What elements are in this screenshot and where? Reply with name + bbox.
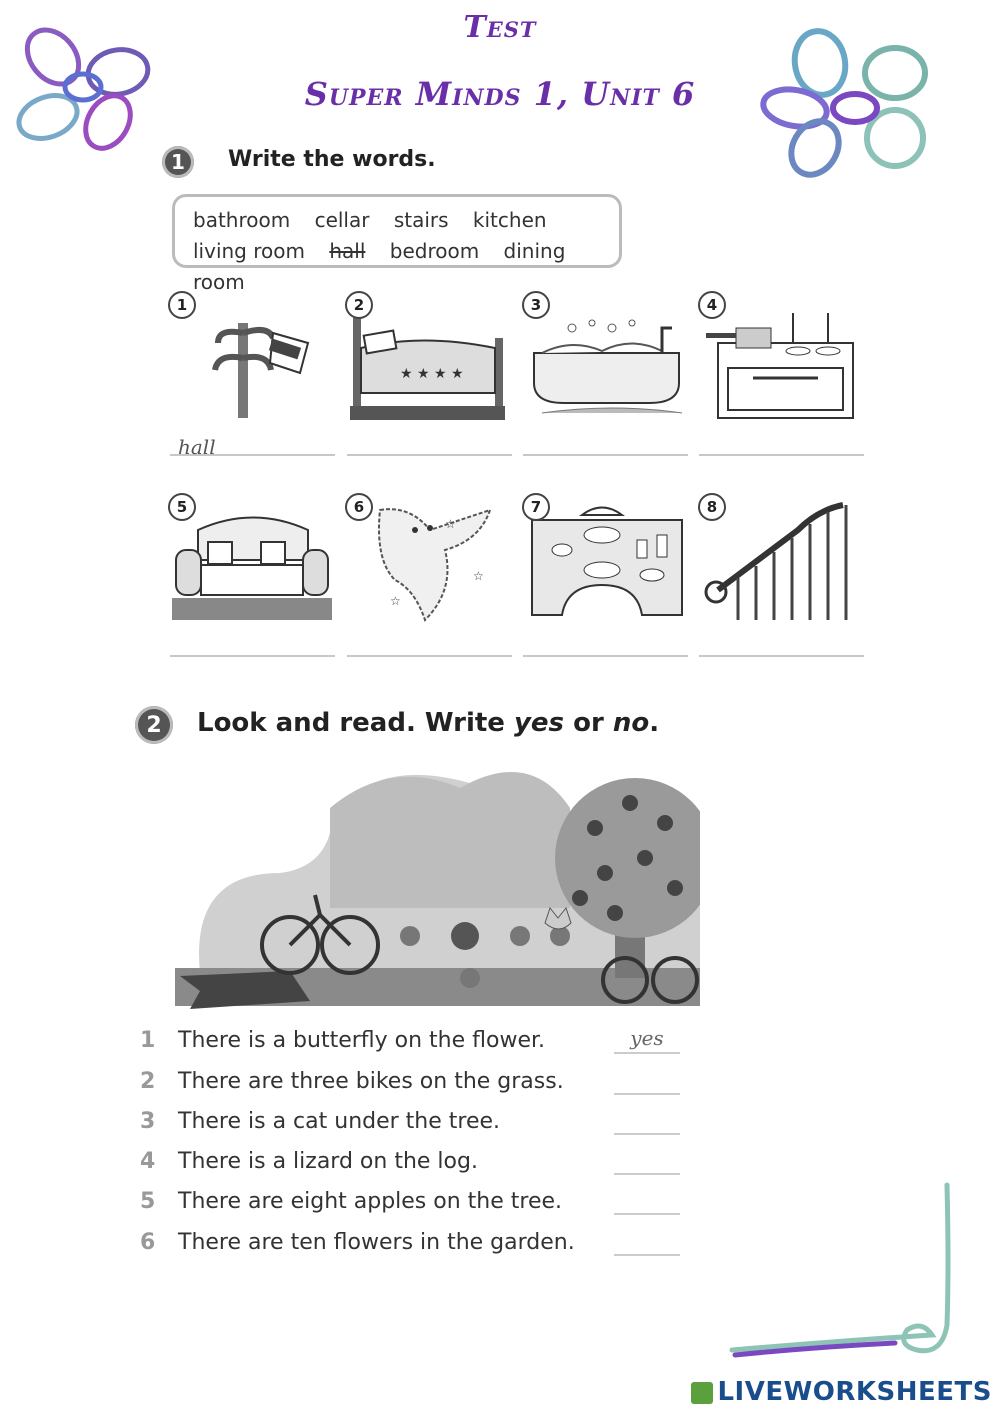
word-bank-item: bathroom — [193, 208, 291, 232]
word-bank-item: bedroom — [389, 239, 480, 263]
svg-text:☆: ☆ — [445, 517, 456, 531]
item-number-badge: 1 — [168, 291, 196, 319]
answer-line[interactable] — [699, 655, 864, 657]
sentence-row — [140, 1063, 700, 1099]
brand-name: LIVEWORKSHEETS — [717, 1377, 992, 1407]
svg-text:★ ★ ★ ★: ★ ★ ★ ★ — [400, 366, 464, 382]
instruction-text: no — [612, 708, 650, 738]
item-number-badge: 6 — [345, 493, 373, 521]
brand-logo-icon — [691, 1382, 713, 1404]
svg-text:☆: ☆ — [390, 594, 401, 608]
instruction-text: Look and read. Write — [197, 708, 514, 738]
word-bank-item: living room — [193, 239, 305, 263]
svg-text:☆: ☆ — [473, 569, 484, 583]
word-bank-item: cellar — [314, 208, 370, 232]
answer-field[interactable] — [614, 1107, 680, 1135]
page-title: Test — [463, 10, 537, 45]
sentence-number: 2 — [140, 1068, 156, 1094]
sentence-row — [140, 1224, 700, 1260]
item-number-badge: 7 — [522, 493, 550, 521]
vine-decoration-icon — [725, 1180, 965, 1380]
footer-brand[interactable] — [691, 1377, 992, 1407]
instruction-text: or — [564, 708, 613, 738]
answer-field[interactable] — [614, 1187, 680, 1215]
exercise1-instruction: Write the words. — [228, 147, 436, 172]
item-number-badge: 5 — [168, 493, 196, 521]
item-number-badge: 8 — [698, 493, 726, 521]
answer-field[interactable] — [614, 1147, 680, 1175]
answer-field[interactable] — [614, 1228, 680, 1256]
exercise2-number: 2 — [135, 706, 173, 744]
answer-field[interactable] — [614, 1067, 680, 1095]
sentence-row — [140, 1103, 700, 1139]
item-number-badge: 2 — [345, 291, 373, 319]
page-subtitle: Super Minds 1, Unit 6 — [304, 75, 696, 113]
word-bank-item: kitchen — [472, 208, 547, 232]
exercise1-number: 1 — [162, 146, 194, 178]
sentence-number: 5 — [140, 1188, 156, 1214]
sentence-number: 6 — [140, 1229, 156, 1255]
item-number-badge: 3 — [522, 291, 550, 319]
instruction-text: . — [649, 708, 660, 738]
word-bank — [172, 194, 622, 294]
answer-line[interactable] — [170, 655, 335, 657]
sentence-text: There are ten flowers in the garden. — [178, 1229, 575, 1255]
garden-scene-icon — [175, 748, 700, 1010]
sentence-row — [140, 1143, 700, 1179]
sentence-row — [140, 1022, 700, 1058]
exercise2-instruction — [197, 708, 659, 738]
answer-field[interactable]: yes — [614, 1026, 680, 1054]
answer-line[interactable] — [523, 655, 688, 657]
sentence-number: 4 — [140, 1148, 156, 1174]
item-number-badge: 4 — [698, 291, 726, 319]
sentence-text: There is a butterfly on the flower. — [178, 1027, 546, 1053]
sentence-number: 3 — [140, 1108, 156, 1134]
word-bank-item: dining room — [193, 239, 566, 294]
answer-text: hall — [178, 435, 216, 459]
word-bank-item-crossed: hall — [329, 239, 366, 263]
instruction-text: yes — [513, 708, 565, 738]
sentence-text: There are three bikes on the grass. — [178, 1068, 564, 1094]
word-bank-item: stairs — [393, 208, 449, 232]
sentence-row — [140, 1183, 700, 1219]
sentence-text: There is a cat under the tree. — [178, 1108, 501, 1134]
answer-line[interactable] — [523, 454, 688, 456]
answer-line[interactable] — [347, 454, 512, 456]
answer-line[interactable] — [347, 655, 512, 657]
sentence-text: There are eight apples on the tree. — [178, 1188, 563, 1214]
sentence-number: 1 — [140, 1027, 156, 1053]
sentence-text: There is a lizard on the log. — [178, 1148, 478, 1174]
answer-line[interactable] — [699, 454, 864, 456]
